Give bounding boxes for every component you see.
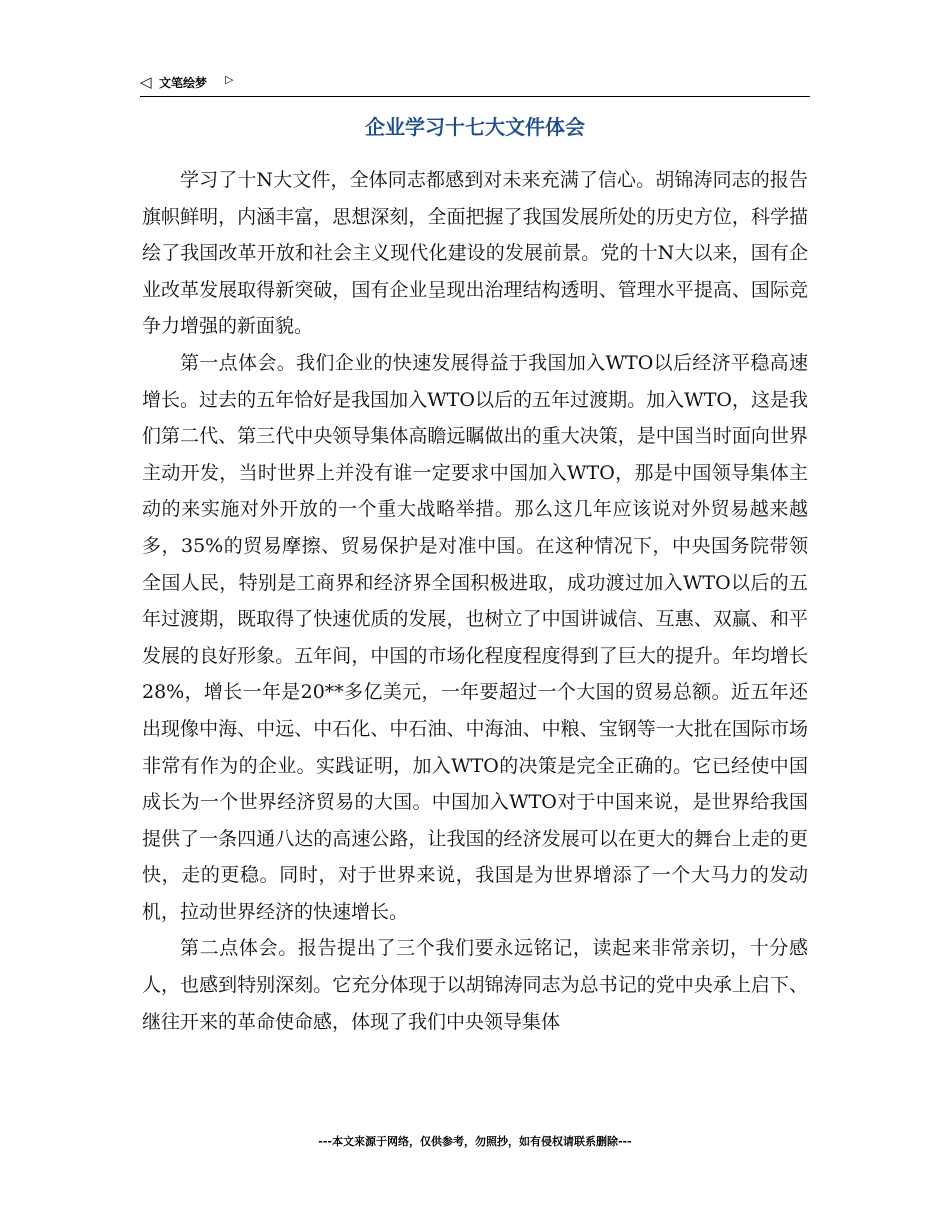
- left-triangle-icon: ◁: [140, 73, 152, 91]
- right-triangle-icon: ▷: [225, 73, 234, 86]
- header-brand: 文笔绘梦: [159, 76, 208, 90]
- document-body: [142, 162, 808, 1040]
- page-footer-disclaimer: ---本文来源于网络，仅供参考，勿照抄，如有侵权请联系删除---: [318, 1135, 632, 1148]
- page-header: [140, 72, 810, 97]
- paragraph: 学习了十N大文件，全体同志都感到对未来充满了信心。胡锦涛同志的报告旗帜鲜明，内涵丰富，思想深刻，全面把握了我国发展所处的历史方位，科学描绘了我国改革开放和社会主义现代化建设的发展前景。党的十N大以来，国有企业改革发展取得新突破，国有企业呈现出治理结构透明、管理水平提高、国际竞争力增强的新面貌。: [142, 169, 808, 338]
- paragraph: 第一点体会。我们企业的快速发展得益于我国加入WTO以后经济平稳高速增长。过去的五年恰好是我国加入WTO以后的五年过渡期。加入WTO，这是我们第二代、第三代中央领导集体高瞻远瞩做出的重大决策，是中国当时面向世界主动开发，当时世界上并没有谁一定要求中国加入WTO，那是中国领导集体主动的来实施对外开放的一个重大战略举措。那么这几年应该说对外贸易越来越多，35%的贸易摩擦、贸易保护是对准中国。在这种情况下，中央国务院带领全国人民，特别是工商界和经济界全国积极进取，成功渡过加入WTO以后的五年过渡期，既取得了快速优质的发展，也树立了中国讲诚信、互惠、双赢、和平发展的良好形象。五年间，中国的市场化程度程度得到了巨大的提升。年均增长28%，增长一年是20**多亿美元，一年要超过一个大国的贸易总额。近五年还出现像中海、中远、中石化、中石油、中海油、中粮、宝钢等一大批在国际市场非常有作为的企业。实践证明，加入WTO的决策是完全正确的。它已经使中国成长为一个世界经济贸易的大国。中国加入WTO对于中国来说，是世界给我国提供了一条四通八达的高速公路，让我国的经济发展可以在更大的舞台上走的更快，走的更稳。同时，对于世界来说，我国是为世界增添了一个大马力的发动机，拉动世界经济的快速增长。: [142, 351, 808, 923]
- document-title: 企业学习十七大文件体会: [365, 115, 585, 139]
- paragraph: 第二点体会。报告提出了三个我们要永远铭记，读起来非常亲切，十分感人，也感到特别深刻。它充分体现于以胡锦涛同志为总书记的党中央承上启下、继往开来的革命使命感，体现了我们中央领导集体: [142, 937, 808, 1033]
